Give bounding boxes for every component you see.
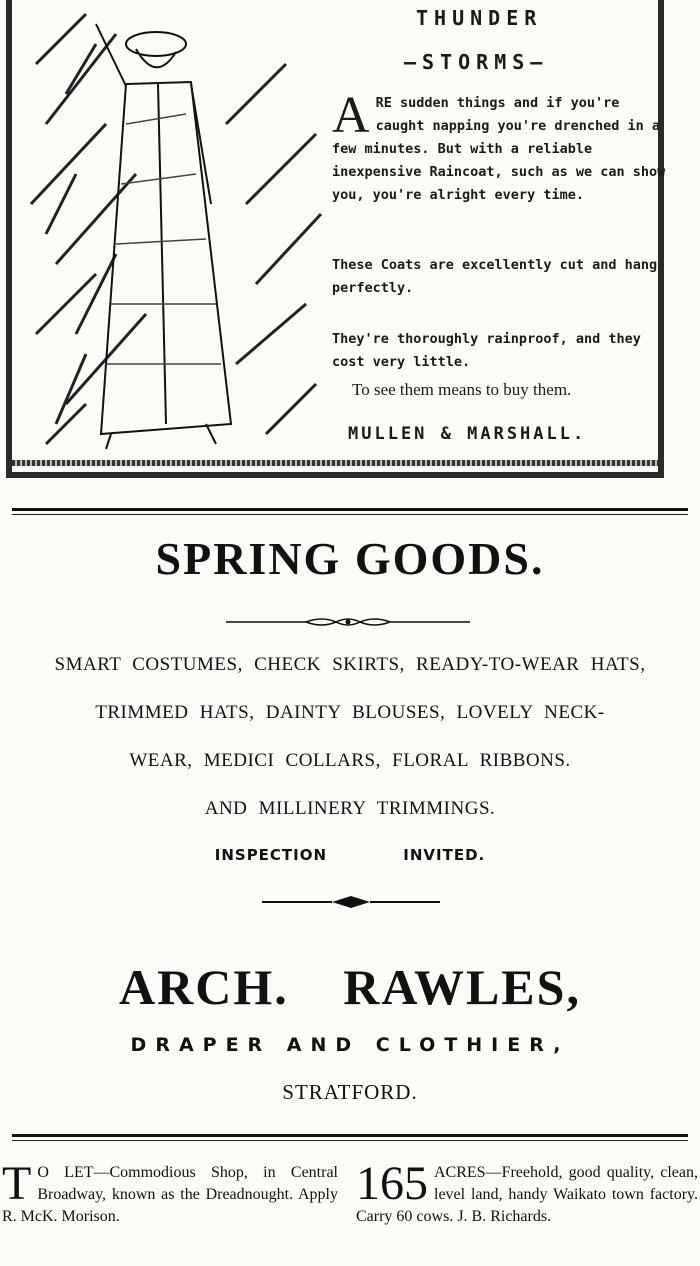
advert-paragraph-2: These Coats are excellently cut and hang perfectly. [332, 257, 658, 296]
divider-rule [12, 1134, 688, 1137]
advert-dropcap: A [332, 87, 370, 144]
divider-rule [12, 508, 688, 511]
classified-number: 165 [356, 1157, 428, 1210]
spring-goods-title: SPRING GOODS. [155, 533, 545, 584]
classified-to-let-text: O LET—Commodious Shop, in Central Broadway, known as the Dreadnought. Apply R. McK. Morison. [2, 1164, 338, 1225]
advert-paragraph-1-text: RE sudden things and if you're caught napping you're drenched in a few minutes. But with a reliable inexpensive Raincoat, such as we can show you, you're alright every time. [332, 95, 666, 203]
goods-line-4: AND MILLINERY TRIMMINGS. [204, 798, 496, 819]
ornament-divider [262, 894, 440, 910]
advert-title-storms: —STORMS— [404, 50, 549, 74]
raincoat-advert [6, 0, 664, 478]
advert-paragraph-1 [332, 87, 667, 207]
divider-rule [12, 1140, 688, 1141]
goods-line-1: SMART COSTUMES, CHECK SKIRTS, READY-TO-WEAR HATS, [54, 654, 646, 675]
goods-line-3: WEAR, MEDICI COLLARS, FLORAL RIBBONS. [129, 750, 571, 771]
classified-to-let [2, 1157, 338, 1228]
man-in-raincoat-illustration [26, 4, 326, 454]
firm-trade: DRAPER AND CLOTHIER, [130, 1034, 570, 1056]
advert-paragraph-3: They're thoroughly rainproof, and they cost very little. [332, 331, 641, 370]
classified-acres [356, 1157, 698, 1228]
goods-line-2: TRIMMED HATS, DAINTY BLOUSES, LOVELY NECK- [95, 702, 605, 723]
ornament-divider [226, 614, 470, 630]
advert-signature: MULLEN & MARSHALL. [348, 424, 587, 444]
firm-town: STRATFORD. [282, 1080, 418, 1104]
inspection-invited: INSPECTION INVITED. [214, 846, 486, 864]
firm-name: ARCH. RAWLES, [119, 959, 581, 1015]
advert-paragraph-4: To see them means to buy them. [352, 380, 572, 399]
classified-initial: T [2, 1157, 32, 1210]
advert-title-thunder: THUNDER [416, 6, 543, 30]
classified-acres-text: ACRES—Freehold, good quality, clean, level land, handy Waikato town factory. Carry 60 cows. J. B. Richards. [356, 1164, 698, 1225]
divider-rule [12, 514, 688, 515]
